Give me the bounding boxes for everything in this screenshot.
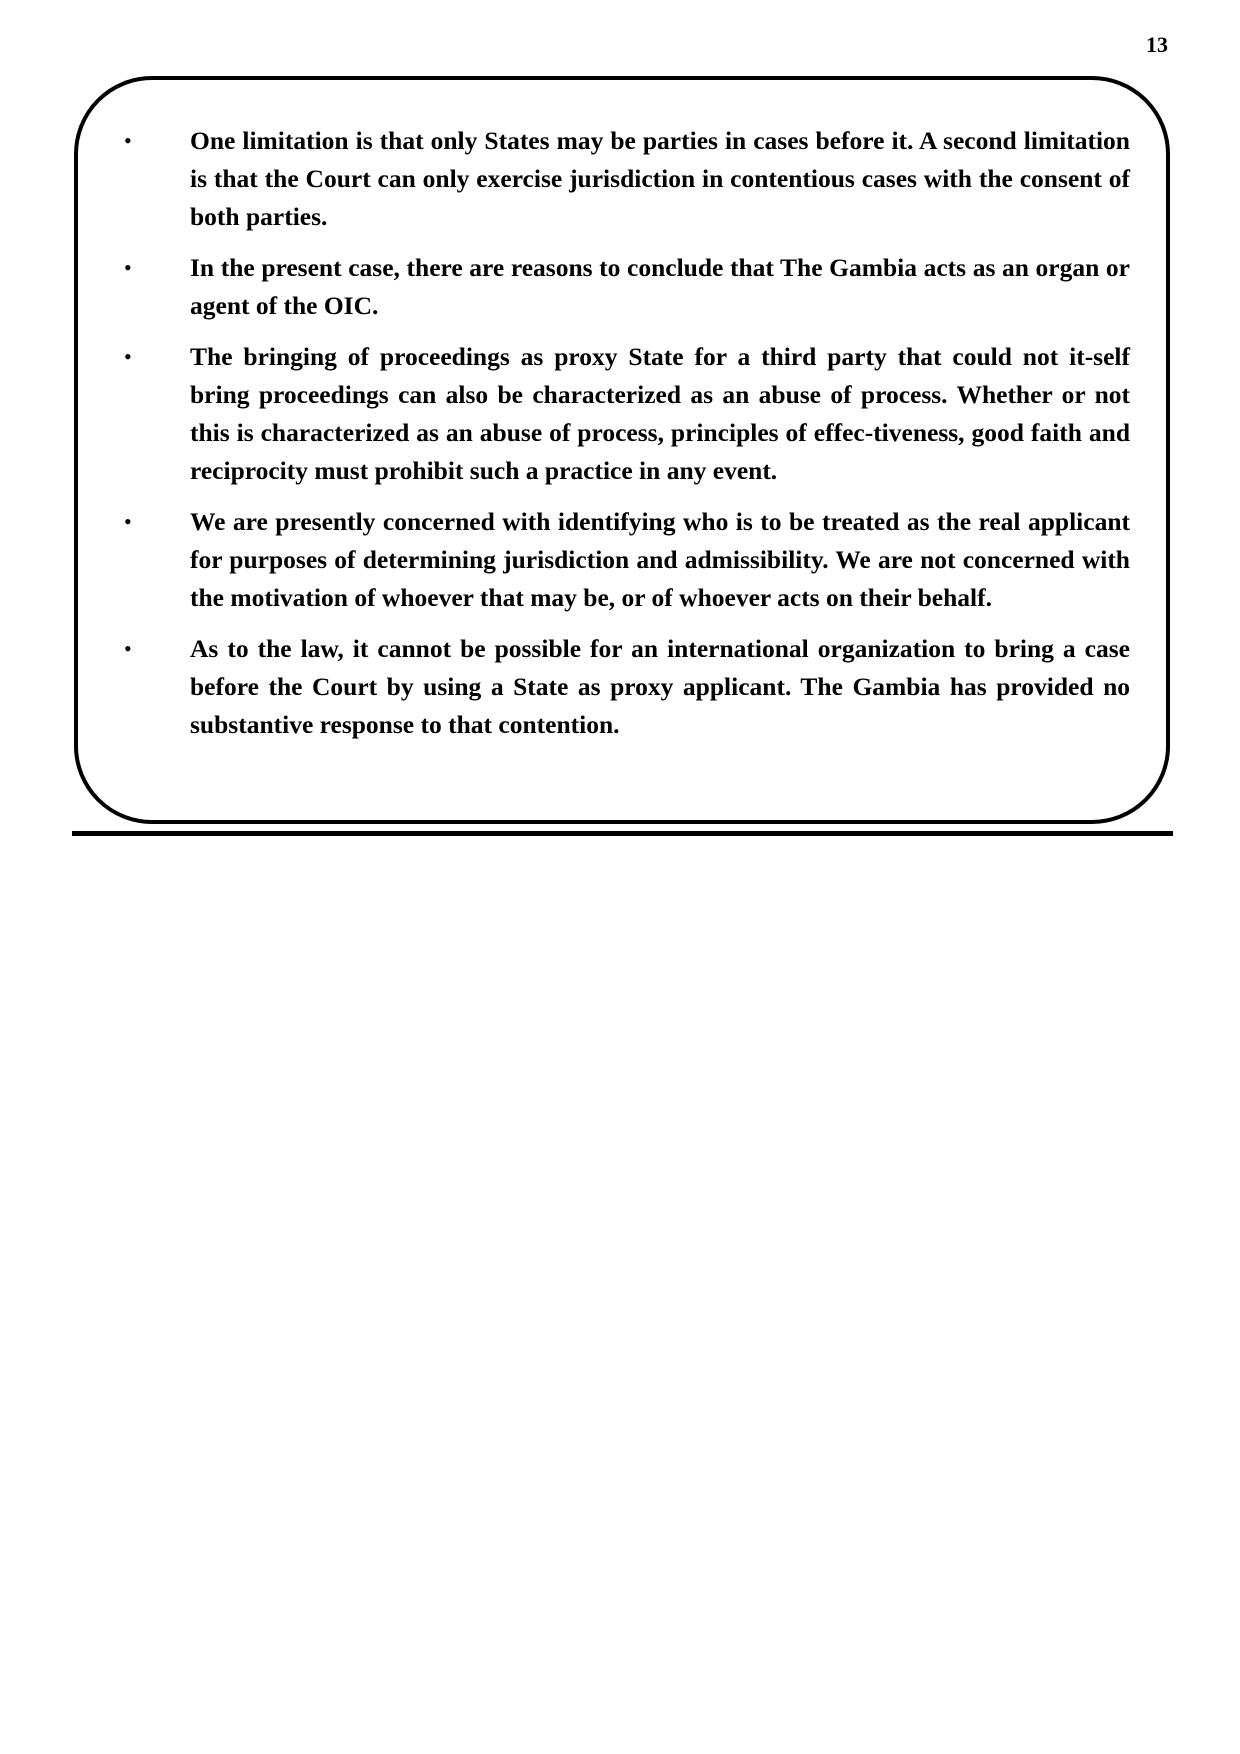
summary-box: [74, 76, 1170, 824]
bullet-dot-icon: •: [124, 255, 132, 280]
bullet-text: In the present case, there are reasons to conclude that The Gambia acts as an organ or agent of the OIC.: [190, 253, 1130, 320]
bullet-text: We are presently concerned with identifying who is to be treated as the real applicant for purposes of determining jurisdiction and admissibility. We are not concerned with the motivation of whoever that may be, or of whoever acts on their behalf.: [190, 507, 1130, 612]
bullet-item: [114, 630, 1130, 744]
bullet-dot-icon: •: [124, 636, 132, 661]
bullet-text: One limitation is that only States may be parties in cases before it. A second limitation is that the Court can only exercise jurisdiction in contentious cases with the consent of both parties.: [190, 126, 1130, 231]
bullet-dot-icon: •: [124, 344, 132, 369]
bullet-list: [114, 122, 1130, 757]
bullet-item: [114, 249, 1130, 325]
bullet-item: [114, 122, 1130, 236]
bullet-item: [114, 503, 1130, 617]
page-number: 13: [1146, 32, 1168, 57]
bottom-rule: [72, 831, 1173, 836]
bullet-text: The bringing of proceedings as proxy State for a third party that could not it-self bring proceedings can also be characterized as an abuse of process. Whether or not this is characterized as an abuse of process, principles of effec-tiveness, good faith and reciprocity must prohibit such a practice in any event.: [190, 342, 1130, 485]
bullet-item: [114, 338, 1130, 490]
bullet-dot-icon: •: [124, 509, 132, 534]
bullet-dot-icon: •: [124, 128, 132, 153]
bullet-text: As to the law, it cannot be possible for an international organization to bring a case before the Court by using a State as proxy applicant. The Gambia has provided no substantive response to that contention.: [190, 634, 1130, 739]
